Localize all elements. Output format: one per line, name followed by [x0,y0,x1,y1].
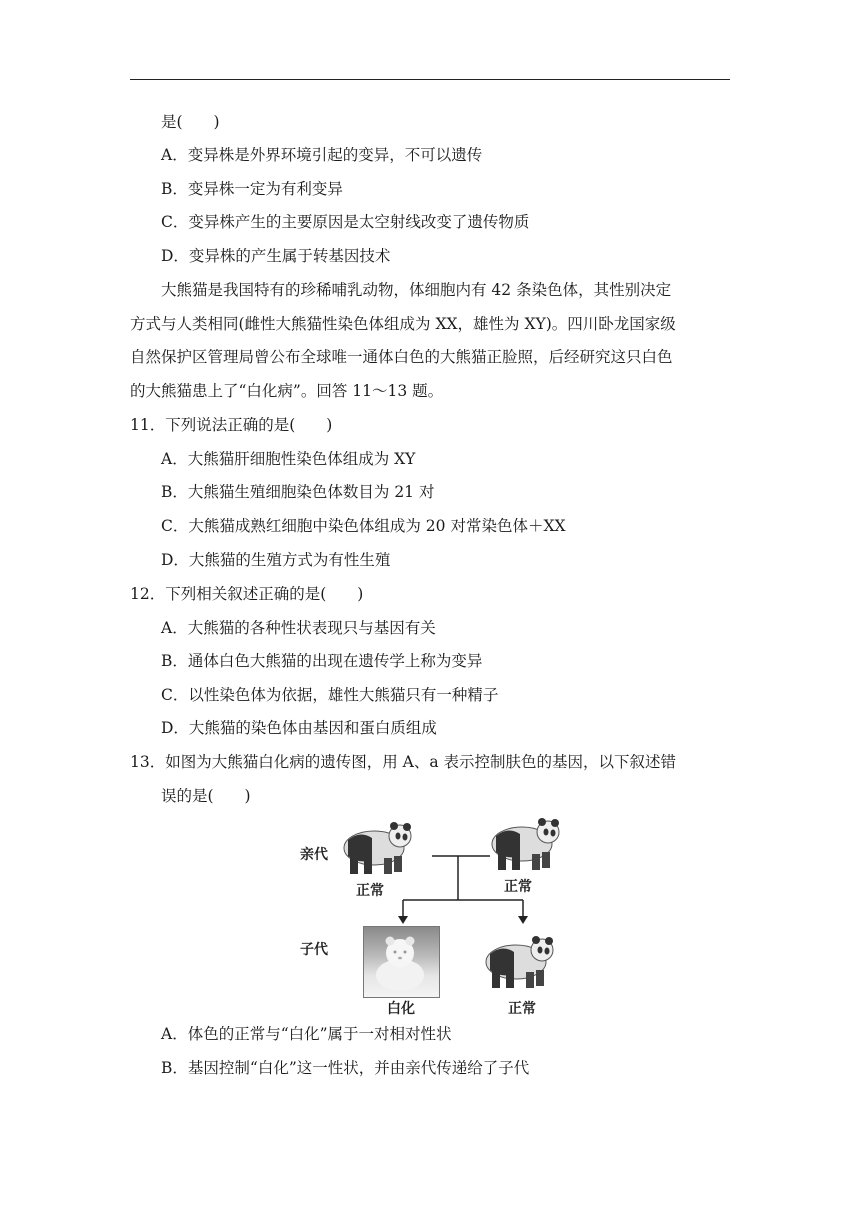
parents-label: 亲代 [300,847,328,863]
q11-option-b: B．大熊猫生殖细胞染色体数目为 21 对 [161,483,435,501]
q10-stem-end: 是( ) [161,113,220,131]
q10-option-d: D．变异株的产生属于转基因技术 [161,247,391,265]
panda-parent-1 [338,816,416,878]
passage-line-3: 自然保护区管理局曾公布全球唯一通体白色的大熊猫正脸照，后经研究这只白色 [130,348,673,366]
child-2-label: 正常 [508,1001,536,1017]
q11-option-a: A．大熊猫肝细胞性染色体组成为 XY [161,450,416,468]
q12-option-d: D．大熊猫的染色体由基因和蛋白质组成 [161,719,437,737]
pedigree-figure [290,810,580,1020]
parent-2-label: 正常 [504,879,532,895]
q11-stem: 11．下列说法正确的是( ) [130,416,333,434]
parent-1-label: 正常 [356,883,384,899]
q13-option-a: A．体色的正常与“白化”属于一对相对性状 [161,1025,452,1043]
q10-option-a: A．变异株是外界环境引起的变异，不可以遗传 [161,146,483,164]
q12-option-b: B．通体白色大熊猫的出现在遗传学上称为变异 [161,652,483,670]
passage-line-2: 方式与人类相同(雌性大熊猫性染色体组成为 XX，雄性为 XY)。四川卧龙国家级 [130,315,676,333]
q10-option-c: C．变异株产生的主要原因是太空射线改变了遗传物质 [161,213,530,231]
q12-option-c: C．以性染色体为依据，雄性大熊猫只有一种精子 [161,686,499,704]
q11-option-c: C．大熊猫成熟红细胞中染色体组成为 20 对常染色体＋XX [161,517,566,535]
offspring-label: 子代 [300,942,328,958]
child-1-label: 白化 [387,1001,415,1017]
q11-option-d: D．大熊猫的生殖方式为有性生殖 [161,551,391,569]
q10-option-b: B．变异株一定为有利变异 [161,180,343,198]
albino-panda-photo [363,926,440,998]
q13-option-b: B．基因控制“白化”这一性状，并由亲代传递给了子代 [161,1059,530,1077]
panda-parent-2 [486,812,564,874]
q13-stem: 13．如图为大熊猫白化病的遗传图，用 A、a 表示控制肤色的基因，以下叙述错 [130,753,677,771]
q12-stem: 12．下列相关叙述正确的是( ) [130,585,364,603]
header-rule [130,79,730,80]
passage-line-4: 的大熊猫患上了“白化病”。回答 11～13 题。 [130,382,444,400]
panda-child-2 [480,930,558,992]
q13-stem-cont: 误的是( ) [161,787,251,805]
passage-line-1: 大熊猫是我国特有的珍稀哺乳动物，体细胞内有 42 条染色体，其性别决定 [161,281,672,299]
q12-option-a: A．大熊猫的各种性状表现只与基因有关 [161,619,436,637]
